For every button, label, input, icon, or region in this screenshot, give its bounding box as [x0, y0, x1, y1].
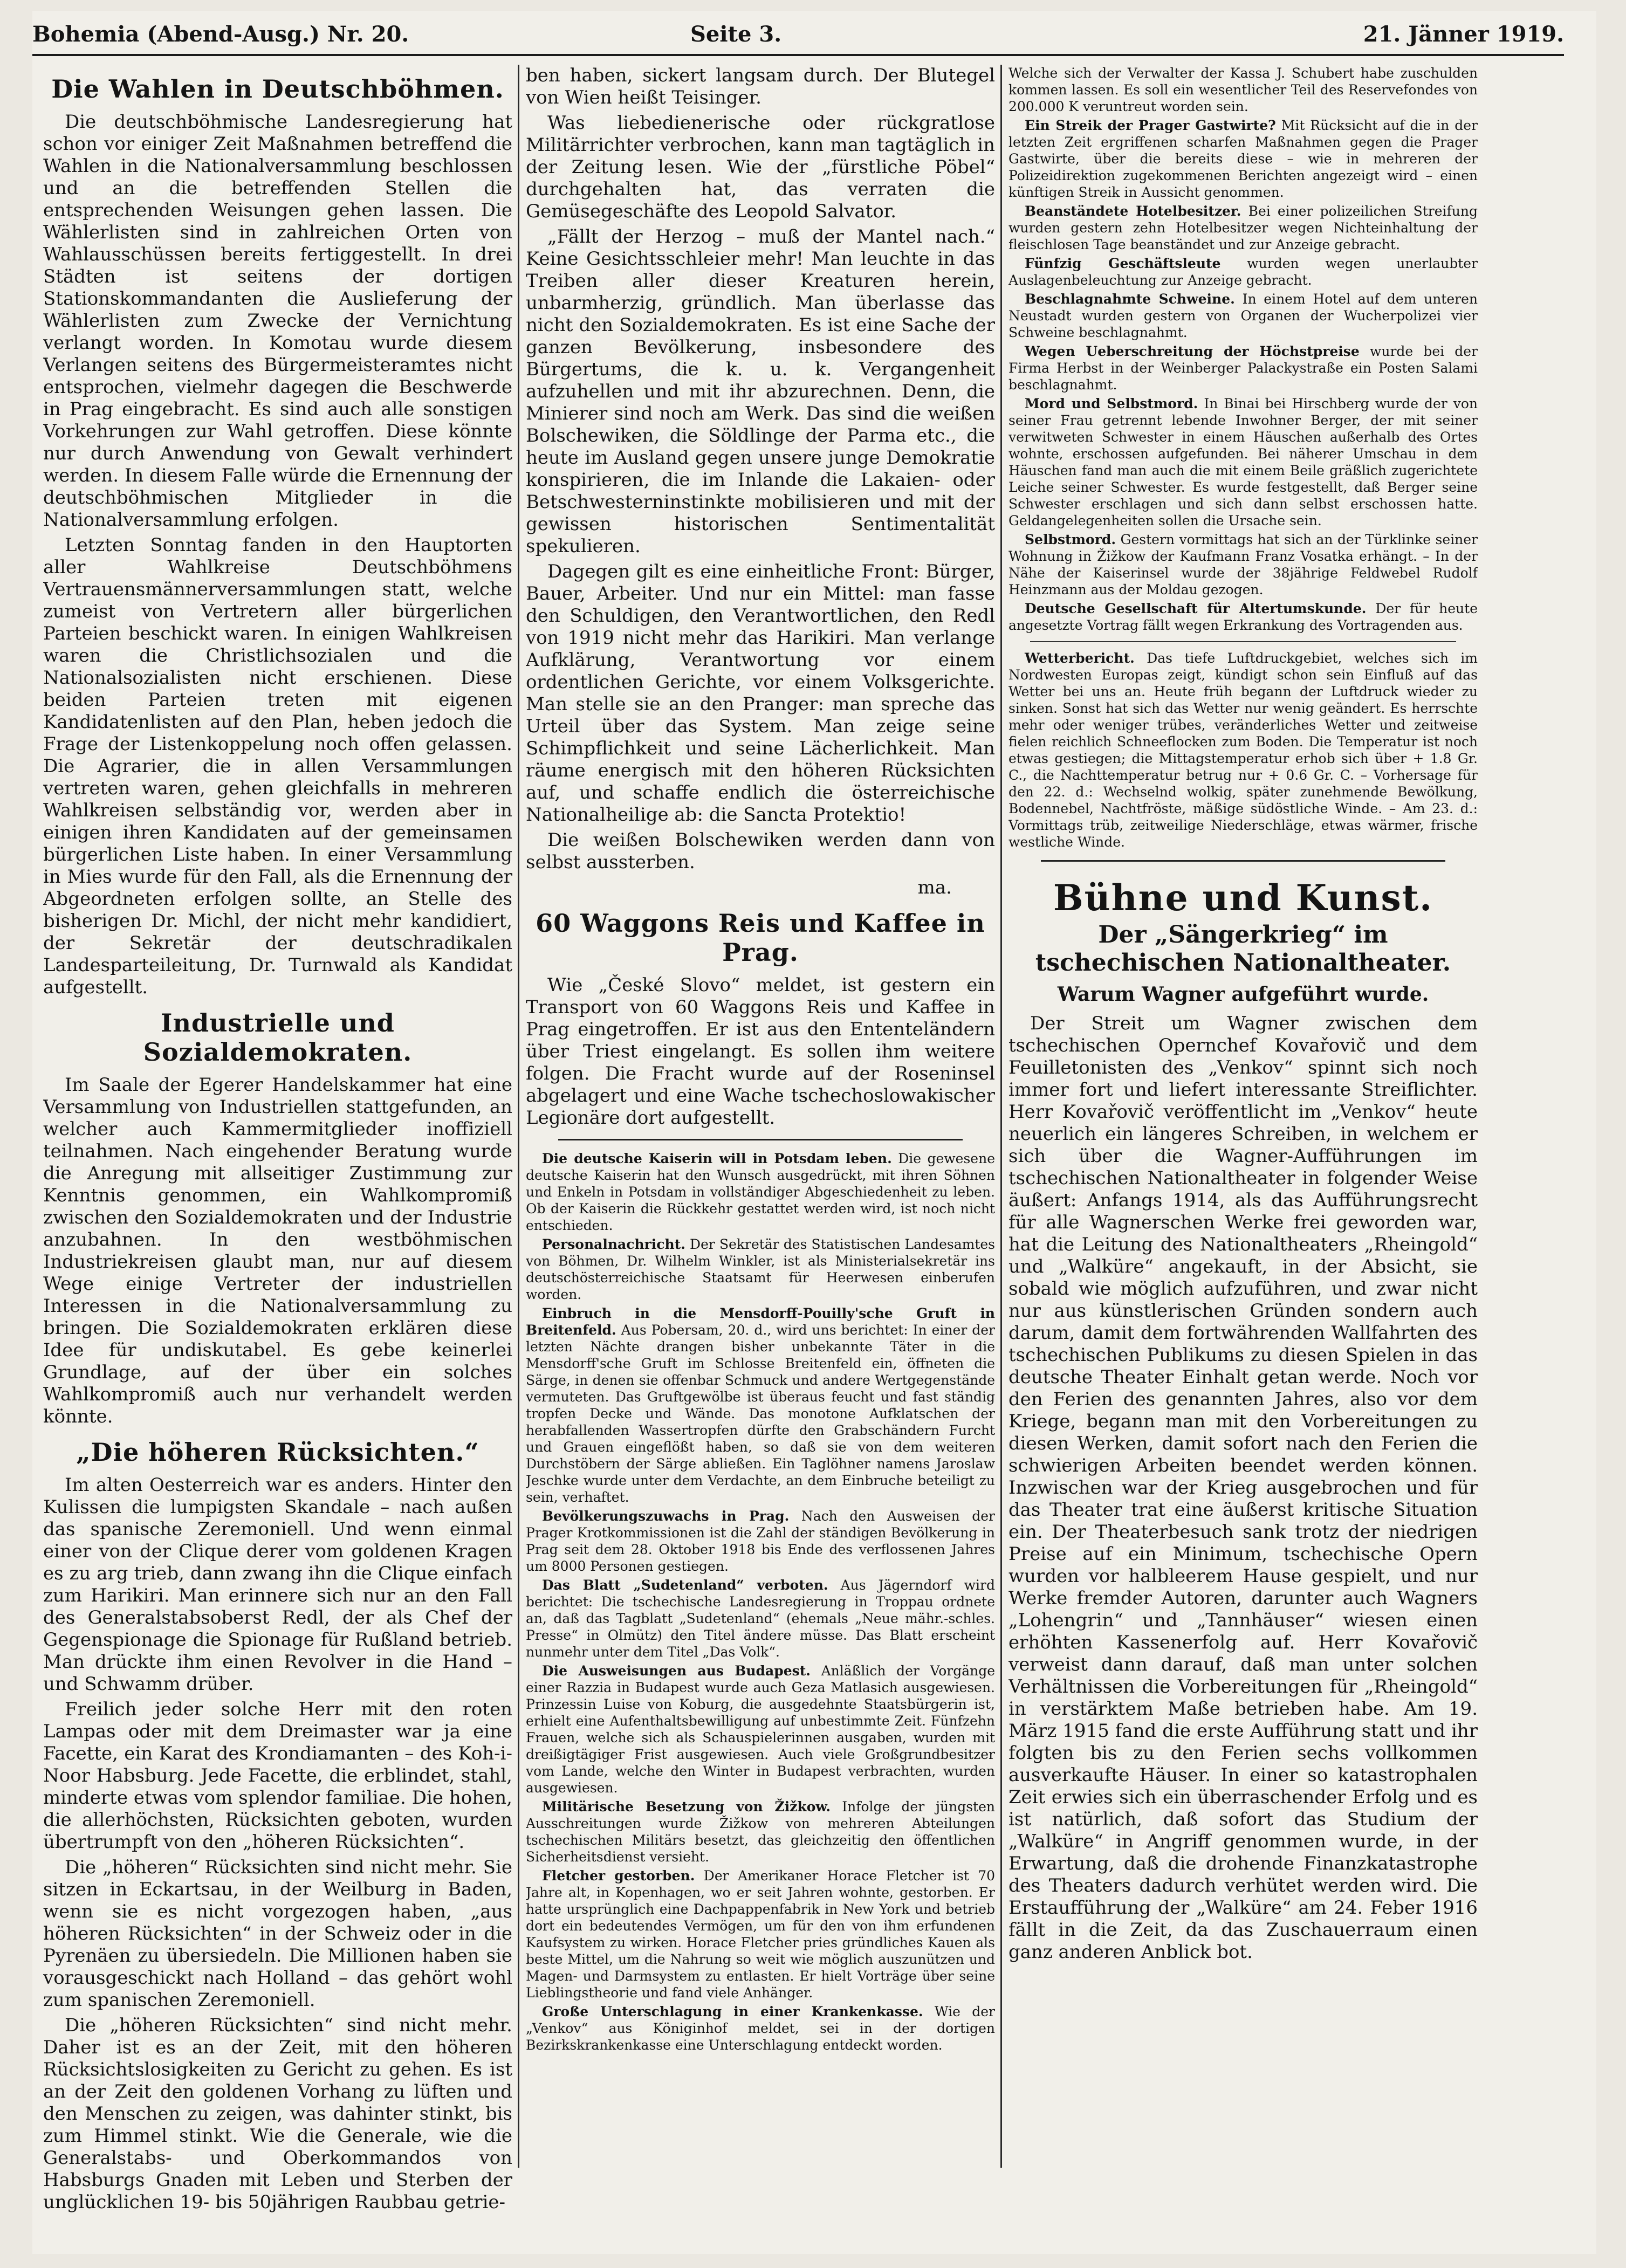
news-item-text: Nach den Ausweisen der Prager Krotkommissionen ist die Zahl der ständigen Bevölkerung in Prag seit dem 28. Oktober 1918 bis Ende des verflossenen Jahres um 8000 Personen gestiegen.: [526, 1508, 995, 1574]
author-signature: ma.: [917, 877, 952, 898]
news-item: [526, 1236, 995, 1303]
news-item-title: Bevölkerungszuwachs in Prag.: [542, 1508, 790, 1524]
section-divider: [558, 1139, 963, 1140]
article-paragraph: „Fällt der Herzog – muß der Mantel nach.“ Keine Gesichtsschleier mehr! Man leuchte in das Treiben aller dieser Kreaturen herein, unbarmherzig, gründlich. Man überlasse das nicht den Sozialdemokraten. Es ist eine Sache der ganzen Bevölkerung, insbesondere des Bürgertums, die k. u. k. Vergangenheit aufzuhellen und mit ihr abzurechnen. Denn, die Minierer sind noch am Werk. Das sind die weißen Bolschewiken, die Söldlinge der Parma etc., die heute im Ausland gegen unsere junge Demokratie konspirieren, die im Inlande die Lakaien- oder Betschwesterninstinkte mobilisieren und mit der gewissen historischen Sentimentalität spekulieren.: [526, 226, 995, 557]
news-item-text: Wie der „Venkov“ aus Königinhof meldet, sei in der dortigen Bezirkskrankenkasse eine Unterschlagung entdeckt worden.: [526, 2004, 995, 2053]
news-item-text: Gestern vormittags hat sich an der Türklinke seiner Wohnung in Žižkow der Kaufmann Franz Vosatka erhängt. – In der Nähe der Kaiserinsel wurde der 38jährige Feldwebel Rudolf Heinzmann aus der Moldau gezogen.: [1008, 532, 1478, 597]
news-item-text: Der Amerikaner Horace Fletcher ist 70 Jahre alt, in Kopenhagen, wo er seit Jahren wohnte, gestorben. Er hatte ursprünglich eine Dachpappenfabrik in New York und betrieb dort ein bedeutendes Vermögen, um für den von ihm erfundenen Kaufsystem zu wirken. Horace Fletcher pries gründliches Kauen als beste Mittel, um die Nahrung so weit wie möglich auszunützen und Magen- und Darmsystem zu entlasten. Er hielt Vorträge über seine Lieblingstheorie und fand viele Anhänger.: [526, 1868, 995, 2001]
news-item-text: Aus Jägerndorf wird berichtet: Die tschechische Landesregierung in Troppau ordnete an, daß das Tagblatt „Sudetenland“ (ehemals „Neue mähr.-schles. Presse“ in Olmütz) den Titel ändere müsse. Das Blatt erscheint nunmehr unter dem Titel „Das Volk“.: [526, 1577, 995, 1660]
news-item-title: Selbstmord.: [1025, 532, 1116, 547]
article-paragraph: Wie „České Slovo“ meldet, ist gestern ein Transport von 60 Waggons Reis und Kaffee in Prag eingetroffen. Er ist aus den Ententeländern über Triest eingelangt. Es sollen ihm weitere folgen. Die Fracht wurde auf der Roseninsel abgelagert und eine Wache tschechoslowakischer Legionäre dort aufgestellt.: [526, 974, 995, 1129]
section-divider: [1030, 641, 1456, 642]
news-item-text: Der Sekretär des Statistischen Landesamtes von Böhmen, Dr. Wilhelm Winkler, ist als Ministerialsekretär ins deutschösterreichische Staatsamt für Heerwesen einberufen worden.: [526, 1236, 995, 1302]
news-item-text: Infolge der jüngsten Ausschreitungen wurde Žižkow von mehreren Abteilungen tschechischen Militärs besetzt, das gleichzeitig den öffentlichen Sicherheitsdienst versieht.: [526, 1799, 995, 1865]
column-1: [43, 65, 512, 2222]
news-item-title: Deutsche Gesellschaft für Altertumskunde.: [1025, 601, 1367, 616]
article-headline: „Die höheren Rücksichten.“: [76, 1438, 479, 1467]
column-3: [1008, 65, 1478, 2222]
news-item-title: Wetterbericht.: [1025, 650, 1135, 666]
article-headline: Der „Sängerkrieg“ im tschechischen Nationaltheater.: [1035, 921, 1451, 977]
article-paragraph: Im alten Oesterreich war es anders. Hinter den Kulissen die lumpigsten Skandale – nach außen das spanische Zeremoniell. Und wenn einmal einer von der Clique derer vom goldenen Kragen es zu arg trieb, dann zwang ihn die Clique einfach zum Harikiri. Man erinnere sich nur an den Fall des Generalstabsoberst Redl, der als Chef der Gegenspionage die Spionage für Rußland betrieb. Man drückte ihm einen Revolver in die Hand – und Schwamm drüber.: [43, 1474, 512, 1695]
news-item-text: Anläßlich der Vorgänge einer Razzia in Budapest wurde auch Geza Matlasich ausgewiesen. Prinzessin Luise von Koburg, die ausgedehnte Staatsbürgerin ist, erhielt eine Aufenthaltsbewilligung auf unbestimmte Zeit. Fünfzehn Frauen, welche sich als Schauspielerinnen ausgaben, wurden mit dreißigtägiger Frist ausgewiesen. Auch viele Großgrundbesitzer vom Lande, welche den Winter in Budapest verbrachten, wurden ausgewiesen.: [526, 1663, 995, 1796]
news-item: [1008, 203, 1478, 253]
article-subheadline: Warum Wagner aufgeführt wurde.: [1057, 983, 1429, 1006]
running-header: [32, 16, 1564, 56]
news-item-text: wurden wegen unerlaubter Auslagenbeleuchtung zur Anzeige gebracht.: [1008, 256, 1478, 288]
news-item-title: Beschlagnahmte Schweine.: [1025, 291, 1235, 307]
article-paragraph: ben haben, sickert langsam durch. Der Blutegel von Wien heißt Teisinger.: [526, 65, 995, 108]
news-item-title: Fünfzig Geschäftsleute: [1025, 256, 1221, 271]
news-item-title: Fletcher gestorben.: [542, 1868, 695, 1884]
article-paragraph: Dagegen gilt es eine einheitliche Front: Bürger, Bauer, Arbeiter. Und nur ein Mittel: man fasse den Schuldigen, den Verantwortlichen, den Redl von 1919 nicht mehr das Harikiri. Man verlange Aufklärung, Verantwortung vor einem ordentlichen Gerichte, vor einem Volksgerichte. Man stelle sie an den Pranger: man spreche das Urteil über das System. Man zeige seine Schimpflichkeit und seine Lächerlichkeit. Man räume energisch mit den höheren Rücksichten auf, und schaffe endlich die österreichische Nationalheilige ab: die Sancta Protektio!: [526, 561, 995, 826]
article-paragraph: Die „höheren“ Rücksichten sind nicht mehr. Sie sitzen in Eckartsau, in der Weilburg in Baden, wenn sie es nicht vorgezogen haben, „aus höheren Rücksichten“ in der Schweiz oder in die Pyrenäen zu übersiedeln. Die Millionen haben sie vorausgeschickt nach Holland – das gehört wohl zum spanischen Zeremoniell.: [43, 1857, 512, 2011]
header-date: 21. Jänner 1919.: [1363, 22, 1564, 47]
news-item: [526, 1305, 995, 1506]
section-divider: [1041, 860, 1445, 862]
news-item-text: Bei einer polizeilichen Streifung wurden gestern zehn Hotelbesitzer wegen Nichteinhaltung der fleischlosen Tage beanständet und zur Anzeige gebracht.: [1008, 203, 1478, 252]
weather-report: [1008, 650, 1478, 850]
news-item-title: Die Ausweisungen aus Budapest.: [542, 1663, 811, 1679]
news-item: [1008, 343, 1478, 393]
article-paragraph: Der Streit um Wagner zwischen dem tschechischen Opernchef Kovařovič und dem Feuilletonisten des „Venkov“ spinnt sich noch immer fort und liefert interessante Streiflichter. Herr Kovařovič veröffentlicht im „Venkov“ heute neuerlich ein längeres Schreiben, in welchem er sich über die Wagner-Aufführungen im tschechischen Nationaltheater in folgender Weise äußert: Anfangs 1914, als das Aufführungsrecht für alle Wagnerschen Werke frei geworden war, hat die Leitung des Nationaltheaters „Rheingold“ und „Walküre“ angekauft, in der Absicht, sie sobald wie möglich aufzuführen, und zwar nicht nur aus künstlerischen Gründen sondern auch darum, damit dem fortwährenden Wallfahrten des tschechischen Publikums zu diesen Spielen in das deutsche Theater Einhalt getan werde. Noch vor den Ferien des genannten Jahres, also vor dem Kriege, begann man mit den Vorbereitungen zu diesen Werken, damit sofort nach den Ferien die schwierigen Arbeiten beendet werden können. Inzwischen war der Krieg ausgebrochen und für das Theater trat eine äußerst kritische Situation ein. Der Theaterbesuch sank trotz der niedrigen Preise auf ein Minimum, tschechische Opern wurden vor halbleerem Hause gespielt, und nur Werke fremder Autoren, darunter auch Wagners „Lohengrin“ und „Tannhäuser“ wiesen einen erhöhten Kassenerfolg auf. Herr Kovařovič verweist dann darauf, daß man unter solchen Verhältnissen die Vorbereitungen für „Rheingold“ in verstärktem Maße betrieben habe. Am 19. März 1915 fand die erste Aufführung statt und ihr folgten bis zu den Ferien sechs vollkommen ausverkaufte Häuser. In einer so katastrophalen Zeit erwies sich ein überraschender Erfolg und es ist natürlich, daß sofort das Studium der „Walküre“ in Angriff genommen wurde, in der Erwartung, daß die drohende Finanzkatastrophe des Theaters dadurch verhütet werden wird. Die Erstaufführung der „Walküre“ am 24. Feber 1916 fällt in die Zeit, da das Zuschauerraum einen ganz anderen Anblick bot.: [1008, 1013, 1478, 1963]
news-item-title: Einbruch in die Mensdorff-Pouilly'sche Gruft in Breitenfeld.: [526, 1305, 995, 1338]
section-heading: Bühne und Kunst.: [1053, 877, 1433, 919]
article-paragraph: Die deutschböhmische Landesregierung hat schon vor einiger Zeit Maßnahmen betreffend die Wahlen in die Nationalversammlung beschlossen und an die betreffenden Stellen die entsprechenden Weisungen gehen lassen. Die Wählerlisten sind in zahlreichen Orten von Wahlausschüssen bereits fertiggestellt. In drei Städten ist seitens der dortigen Stationskommandanten die Auslieferung der Wählerlisten zum Zwecke der Vernichtung verlangt worden. In Komotau wurde diesem Verlangen seitens des Bürgermeisteramtes nicht entsprochen, vielmehr dagegen die Beschwerde in Prag eingebracht. Es sind auch alle sonstigen Vorkehrungen zur Wahl getroffen. Diese könnte nur durch Anwendung von Gewalt verhindert werden. In diesem Falle würde die Ernennung der deutschböhmischen Mitglieder in die Nationalversammlung erfolgen.: [43, 111, 512, 531]
news-item-text: Aus Pobersam, 20. d., wird uns berichtet: In einer der letzten Nächte drangen bisher unbekannte Täter in die Mensdorff'sche Gruft im Schlosse Breitenfeld ein, öffneten die Särge, in denen sie offenbar Schmuck und andere Wertgegenstände vermuteten. Das Gruftgewölbe ist überaus feucht und fast ständig tropfen Decke und Wände. Das monotone Aufklatschen der herabfallenden Wassertropfen dürfte den Grabschändern Furcht und Grauen eingeflößt haben, so daß sie von dem weiteren Durchstöbern der Särge abließen. Ein Taglöhner namens Jaroslaw Jeschke wurde unter dem Verdachte, an dem Einbruche beteiligt zu sein, verhaftet.: [526, 1322, 995, 1505]
article-headline: Industrielle und Sozialdemokraten.: [143, 1008, 413, 1067]
news-item: [526, 1798, 995, 1865]
article-paragraph: Die weißen Bolschewiken werden dann von selbst aussterben.: [526, 829, 995, 873]
news-item-title: Beanständete Hotelbesitzer.: [1025, 203, 1241, 219]
article-paragraph: Im Saale der Egerer Handelskammer hat eine Versammlung von Industriellen stattgefunden, an welcher auch Kammermitglieder inoffiziell teilnahmen. Nach eingehender Beratung wurde die Anregung mit allseitiger Zustimmung zur Kenntnis genommen, ein Wahlkompromiß zwischen den Sozialdemokraten und der Industrie anzubahnen. In den westböhmischen Industriekreisen glaubt man, nur auf diesem Wege einige Vertreter der industriellen Interessen in die Nationalversammlung zu bringen. Die Sozialdemokraten erklären diese Idee für undiskutabel. Es gebe keinerlei Grundlage, auf der über ein solches Wahlkompromiß auch nur verhandelt werden könnte.: [43, 1074, 512, 1427]
news-item-title: Militärische Besetzung von Žižkow.: [542, 1799, 831, 1815]
news-item: [526, 1508, 995, 1575]
news-item-text: In Binai bei Hirschberg wurde der von seiner Frau getrennt lebende Inwohner Berger, der mit seiner verwitweten Schwester in einem Häuschen außerhalb des Ortes wohnte, erschossen aufgefunden. Bei näherer Umschau in dem Häuschen fand man auch die mit einem Beile gräßlich zugerichtete Leiche seiner Schwester. Es wurde festgestellt, daß Berger seine Schwester erschlagen und sich dann selbst erschossen hatte. Geldangelegenheiten sollen die Ursache sein.: [1008, 396, 1478, 528]
news-item-title: Ein Streik der Prager Gastwirte?: [1025, 118, 1276, 133]
news-briefs: [1008, 65, 1478, 850]
news-item-text: Der für heute angesetzte Vortrag fällt wegen Erkrankung des Vortragenden aus.: [1008, 601, 1478, 633]
news-item: [526, 2003, 995, 2053]
article-paragraph: Was liebedienerische oder rückgratlose Militärrichter verbrochen, kann man tagtäglich in der Zeitung lesen. Wie der „fürstliche Pöbel“ durchgehalten hat, das verraten die Gemüsegeschäfte des Leopold Salvator.: [526, 112, 995, 222]
news-item-text: Das tiefe Luftdruckgebiet, welches sich im Nordwesten Europas zeigt, kündigt schon sein Einfluß auf das Wetter bei uns an. Heute früh begann der Luftdruck wieder zu sinken. Sonst hat sich das Wetter nur wenig geändert. Es herrschte mehr oder weniger trübes, veränderliches Wetter und zeitweise fielen reichlich Schneeflocken zum Boden. Die Temperatur ist noch etwas gestiegen; die Mittagstemperatur erhob sich über + 1.8 Gr. C., die Nachttemperatur betrug nur + 0.6 Gr. C. – Vorhersage für den 22. d.: Wechselnd wolkig, später zunehmende Bewölkung, Bodennebel, Nachtfröste, mäßige südöstliche Winde. – Am 23. d.: Vormittags trüb, zeitweilige Niederschläge, etwas wärmer, frische westliche Winde.: [1008, 650, 1478, 850]
news-item: [1008, 395, 1478, 529]
news-item: [1008, 291, 1478, 341]
news-item: [526, 1867, 995, 2001]
news-item-title: Die deutsche Kaiserin will in Potsdam leben.: [542, 1151, 892, 1166]
news-item: [526, 1662, 995, 1796]
news-item: [1008, 531, 1478, 598]
news-item: [1008, 255, 1478, 288]
news-item-text: wurde bei der Firma Herbst in der Weinberger Palackystraße ein Posten Salami beschlagnahmt.: [1008, 343, 1478, 393]
news-item-text: Welche sich der Verwalter der Kassa J. Schubert habe zuschulden kommen lassen. Es soll ein wesentlicher Teil des Reservefondes von 200.000 K veruntreut worden sein.: [1008, 65, 1478, 114]
article-paragraph: Letzten Sonntag fanden in den Hauptorten aller Wahlkreise Deutschböhmens Vertrauensmännerversammlungen statt, welche zumeist von Vertretern aller bürgerlichen Parteien beschickt waren. In einigen Wahlkreisen waren die Christlichsozialen und die Nationalsozialisten nicht erschienen. Diese beiden Parteien treten mit eigenen Kandidatenlisten auf den Plan, heben jedoch die Frage der Listenkoppelung noch offen gelassen. Die Agrarier, die in allen Versammlungen vertreten waren, gehen gleichfalls in mehreren Wahlkreisen selbständig vor, werden aber in einigen ihren Kandidaten auf der gemeinsamen bürgerlichen Liste haben. In einer Versammlung in Mies wurde für den Fall, als die Ernennung der Abgeordneten erfolgen sollte, an Stelle des bisherigen Dr. Michl, der nicht mehr kandidiert, der Sekretär der deutschradikalen Landesparteileitung, Dr. Turnwald als Kandidat aufgestellt.: [43, 534, 512, 998]
news-item-text: Die gewesene deutsche Kaiserin hat den Wunsch ausgedrückt, mit ihren Söhnen und Enkeln in Potsdam in vollständiger Abgeschiedenheit zu leben. Ob der Kaiserin die Rückkehr gestattet werden wird, ist noch nicht entschieden.: [526, 1151, 995, 1233]
article-paragraph: Die „höheren Rücksichten“ sind nicht mehr. Daher ist es an der Zeit, mit den höheren Rücksichtslosigkeiten zu Gericht zu gehen. Es ist an der Zeit den goldenen Vorhang zu lüften und den Menschen zu zeigen, was dahinter stinkt, bis zum Himmel stinkt. Wie die Generale, wie die Generalstabs- und Oberkommandos von Habsburgs Gnaden mit Leben und Sterben der unglücklichen 19- bis 50jährigen Raubbau getrie-: [43, 2015, 512, 2213]
news-item: [526, 1577, 995, 1660]
news-item: [1008, 117, 1478, 201]
column-2: [526, 65, 995, 2222]
article-headline: 60 Waggons Reis und Kaffee in Prag.: [536, 909, 985, 967]
column-rule: [518, 65, 519, 2168]
news-item-title: Große Unterschlagung in einer Krankenkasse.: [542, 2004, 923, 2019]
header-page-number: Seite 3.: [690, 22, 782, 47]
news-item-title: Personalnachricht.: [542, 1236, 685, 1252]
news-item: [1008, 600, 1478, 634]
article-headline: Die Wahlen in Deutschböhmen.: [51, 74, 504, 104]
column-rule: [1000, 65, 1002, 2168]
news-item-title: Wegen Ueberschreitung der Höchstpreise: [1025, 343, 1360, 359]
news-item-title: Das Blatt „Sudetenland“ verboten.: [542, 1577, 828, 1593]
news-item: [1008, 65, 1478, 115]
news-briefs: [526, 1150, 995, 2053]
news-item-title: Mord und Selbstmord.: [1025, 396, 1198, 411]
news-item-text: In einem Hotel auf dem unteren Neustadt wurden gestern von Organen der Wucherpolizei vier Schweine beschlagnahmt.: [1008, 291, 1478, 340]
article-paragraph: Freilich jeder solche Herr mit den roten Lampas oder mit dem Dreimaster war ja eine Facette, ein Karat des Krondiamanten – des Koh-i-Noor Habsburg. Jede Facette, die erblindet, stahl, minderte etwas vom splendor familiae. Die hohen, die allerhöchsten, Rücksichten geboten, wurden übertrumpft von den „höheren Rücksichten“.: [43, 1699, 512, 1853]
header-publication: Bohemia (Abend-Ausg.) Nr. 20.: [32, 22, 409, 47]
news-item: [526, 1150, 995, 1234]
news-item-text: Mit Rücksicht auf die in der letzten Zeit ergriffenen scharfen Maßnahmen gegen die Prager Gastwirte, über die bereits diese – wie in mehreren der Polizeidirektion zugekommenen Berichten angezeigt wird – einen künftigen Streik in Aussicht genommen.: [1008, 118, 1478, 200]
